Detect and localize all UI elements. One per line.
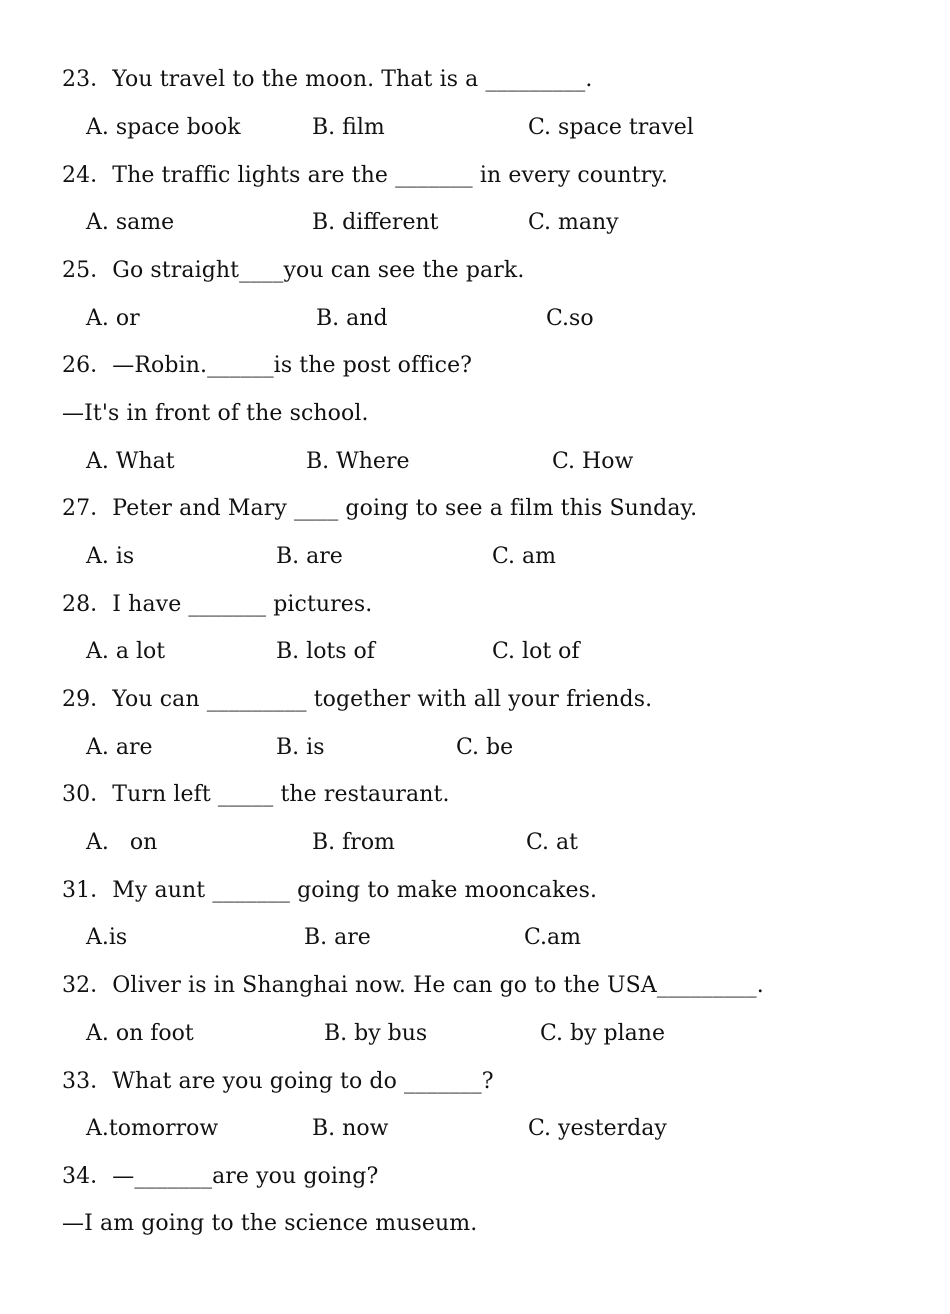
option-28-c: C. lot of [492, 639, 580, 664]
option-26-a: A. What [86, 449, 175, 474]
question-25: 25．Go straight____you can see the park. [62, 258, 525, 283]
option-24-a: A. same [86, 210, 175, 235]
question-27: 27．Peter and Mary ____ going to see a film this Sunday. [62, 496, 698, 521]
option-23-b: B. film [312, 115, 385, 140]
question-29: 29．You can _________ together with all your friends. [62, 687, 653, 712]
option-30-a: A. on [86, 830, 158, 855]
question-34: 34．—_______are you going? [62, 1164, 379, 1189]
option-32-c: C. by plane [540, 1021, 665, 1046]
answer-26: —It's in front of the school. [62, 401, 369, 426]
option-28-a: A. a lot [86, 639, 166, 664]
question-26: 26．—Robin.______is the post office? [62, 353, 473, 378]
option-25-a: A. or [86, 306, 140, 331]
option-33-c: C. yesterday [528, 1116, 667, 1141]
option-29-a: A. are [86, 735, 153, 760]
question-32: 32．Oliver is in Shanghai now. He can go to the USA_________. [62, 973, 764, 998]
option-24-c: C. many [528, 210, 619, 235]
option-29-b: B. is [276, 735, 325, 760]
option-26-c: C. How [552, 449, 634, 474]
question-30: 30．Turn left _____ the restaurant. [62, 782, 450, 807]
option-25-b: B. and [316, 306, 388, 331]
option-31-b: B. are [304, 925, 371, 950]
option-23-a: A. space book [86, 115, 241, 140]
option-29-c: C. be [456, 735, 514, 760]
option-33-a: A.tomorrow [86, 1116, 219, 1141]
option-32-b: B. by bus [324, 1021, 428, 1046]
question-23: 23．You travel to the moon. That is a _________. [62, 67, 593, 92]
answer-34: —I am going to the science museum. [62, 1211, 478, 1236]
question-28: 28．I have _______ pictures. [62, 592, 373, 617]
option-33-b: B. now [312, 1116, 389, 1141]
option-28-b: B. lots of [276, 639, 375, 664]
question-33: 33．What are you going to do _______? [62, 1069, 494, 1094]
option-32-a: A. on foot [86, 1021, 194, 1046]
question-24: 24．The traffic lights are the _______ in every country. [62, 163, 668, 188]
option-31-a: A.is [86, 925, 128, 950]
option-25-c: C.so [546, 306, 594, 331]
option-26-b: B. Where [306, 449, 410, 474]
option-27-a: A. is [86, 544, 135, 569]
question-31: 31．My aunt _______ going to make mooncakes. [62, 878, 598, 903]
option-30-c: C. at [526, 830, 578, 855]
option-24-b: B. different [312, 210, 439, 235]
option-30-b: B. from [312, 830, 395, 855]
option-27-c: C. am [492, 544, 557, 569]
option-27-b: B. are [276, 544, 343, 569]
option-23-c: C. space travel [528, 115, 694, 140]
option-31-c: C.am [524, 925, 582, 950]
